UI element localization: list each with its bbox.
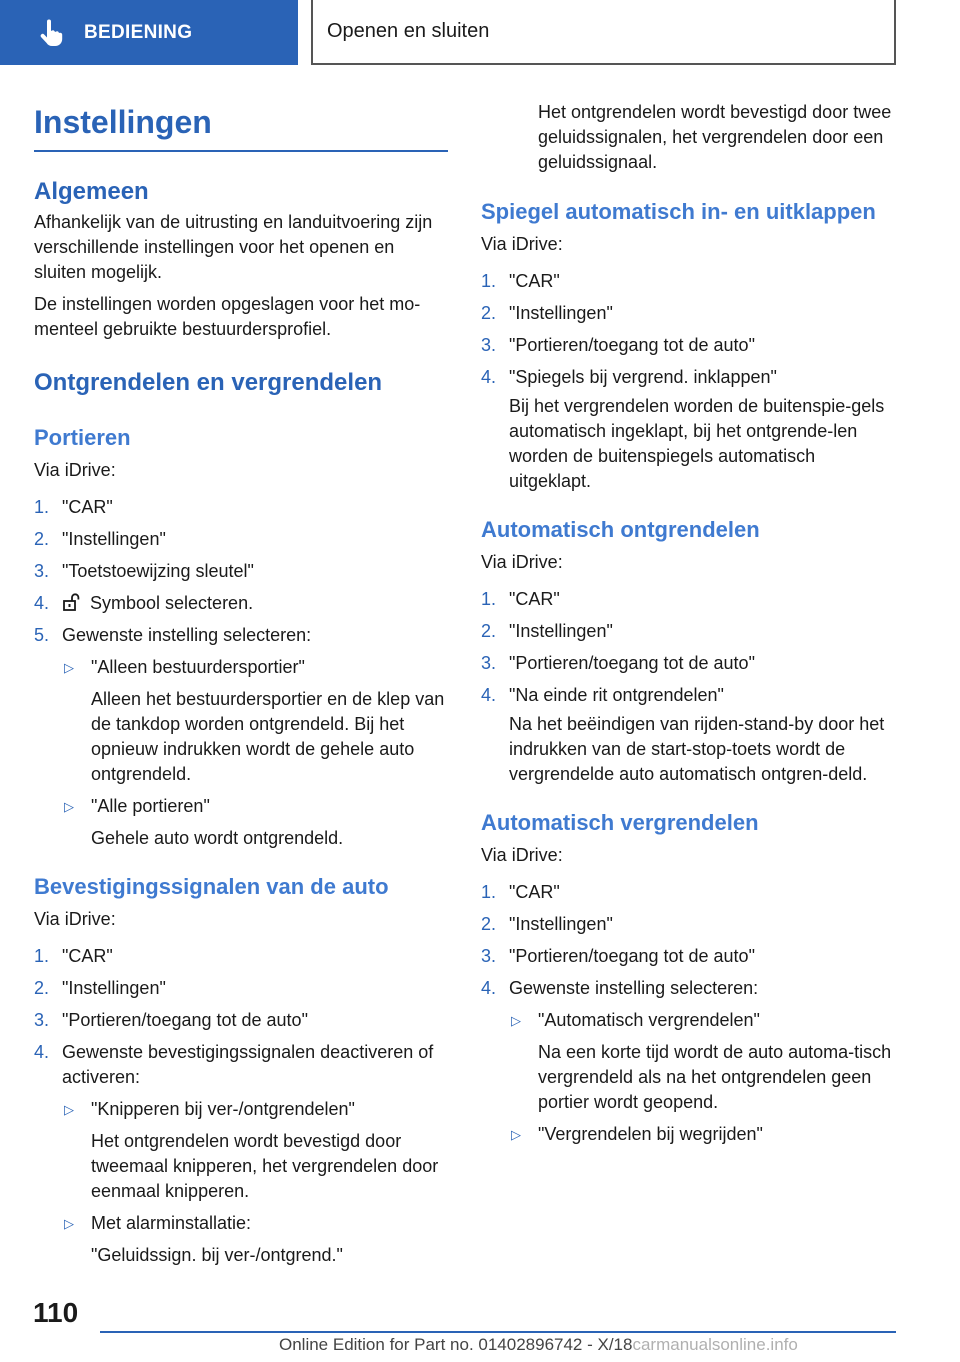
list-item: 4. Symbool selecteren. bbox=[34, 593, 254, 613]
heading-general: Algemeen bbox=[34, 178, 149, 205]
list-item: 1. "CAR" bbox=[481, 271, 560, 291]
title-divider bbox=[34, 150, 448, 152]
heading-auto-unlock: Automatisch ontgrendelen bbox=[481, 517, 760, 542]
hand-pointer-icon bbox=[38, 19, 64, 47]
section-tab bbox=[0, 0, 298, 65]
list-item: 4. "Spiegels bij vergrend. inklappen" Bij het vergrendelen worden de buitenspie‐gels automatisch ingeklapt, bij het ontgrende‐len worden de buitenspiegels automatisch uitgeklapt. bbox=[481, 367, 885, 491]
list-item: 2. "Instellingen" bbox=[481, 303, 613, 323]
footer-edition: Online Edition for Part no. 01402896742 - X/18carmanualsonline.info bbox=[279, 1335, 798, 1354]
list-item: 5. Gewenste instelling selecteren: ▷ "Alleen bestuurdersportier" Alleen het bestuurdersportier en de klep van de tankdop worden ontgrendeld. Bij het opnieuw indrukken wordt de gehele auto ontgrendeld. ▷ "Alle portieren" Gehele auto wordt ontgrendeld. bbox=[34, 623, 448, 851]
option-item: ▷ Met alarminstallatie: "Geluidssign. bij ver-/ontgrend." bbox=[64, 1213, 343, 1265]
doors-via: Via iDrive: bbox=[34, 460, 116, 480]
page-number: 110 bbox=[33, 1297, 79, 1328]
chapter-title: Openen en sluiten bbox=[311, 0, 896, 65]
heading-mirrors: Spiegel automatisch in- en uitklappen bbox=[481, 199, 876, 224]
list-item: 3. "Portieren/toegang tot de auto" bbox=[481, 653, 755, 673]
option-item: ▷ "Knipperen bij ver-/ontgrendelen" Het ontgrendelen wordt bevestigd door tweemaal knipperen, het vergrendelen door eenmaal knipperen. bbox=[64, 1099, 439, 1201]
left-column bbox=[34, 100, 448, 1275]
auto-unlock-steps bbox=[481, 587, 901, 787]
list-item: 4. "Na einde rit ontgrendelen" Na het beëindigen van rijden-stand-by door het indrukken van de start-stop-toets wordt de vergrendelde auto automatisch ontgren‐deld. bbox=[481, 685, 885, 784]
general-paragraph-2: De instellingen worden opgeslagen voor het mo‐menteel gebruikte bestuurdersprofiel. bbox=[34, 294, 421, 339]
list-item: 4. Gewenste instelling selecteren: ▷ "Automatisch vergrendelen" Na een korte tijd wordt de auto automa‐tisch vergrendeld als na het ontgrendelen geen portier wordt geopend. ▷ "Vergrendelen bij wegrijden" bbox=[481, 976, 901, 1147]
option-item: ▷ "Automatisch vergrendelen" Na een korte tijd wordt de auto automa‐tisch vergrendeld als na het ontgrendelen geen portier wordt geopend. bbox=[511, 1010, 892, 1112]
confirm-options bbox=[62, 1097, 448, 1268]
triangle-bullet-icon: ▷ bbox=[64, 660, 74, 675]
confirm-steps bbox=[34, 944, 448, 1268]
page-title: Instellingen bbox=[34, 104, 212, 140]
section-tab-label: BEDIENING bbox=[84, 21, 193, 43]
list-item: 4. Gewenste bevestigingssignalen deactiveren of activeren: ▷ "Knipperen bij ver-/ontgrendelen" Het ontgrendelen wordt bevestigd door tweemaal knipperen, het vergrendelen door eenmaal knipperen. ▷ Met alarminstallatie: "Geluidssign. bij ver-/ontgrend." bbox=[34, 1040, 448, 1268]
list-item: 2. "Instellingen" bbox=[481, 621, 613, 641]
option-item: ▷ "Alle portieren" Gehele auto wordt ontgrendeld. bbox=[64, 796, 344, 848]
right-column bbox=[481, 100, 901, 1154]
list-item: 2. "Instellingen" bbox=[34, 529, 166, 549]
watermark: carmanualsonline.info bbox=[632, 1335, 798, 1354]
heading-lock-unlock: Ontgrendelen en vergrendelen bbox=[34, 369, 383, 396]
triangle-bullet-icon: ▷ bbox=[511, 1127, 521, 1142]
confirm-via: Via iDrive: bbox=[34, 909, 116, 929]
list-item: 3. "Portieren/toegang tot de auto" bbox=[481, 946, 755, 966]
triangle-bullet-icon: ▷ bbox=[511, 1013, 521, 1028]
doors-steps bbox=[34, 495, 448, 851]
auto-lock-options bbox=[509, 1008, 901, 1147]
list-item: 1. "CAR" bbox=[481, 882, 560, 902]
list-item: 1. "CAR" bbox=[34, 946, 113, 966]
list-item: 2. "Instellingen" bbox=[34, 978, 166, 998]
option-item: ▷ "Alleen bestuurdersportier" Alleen het bestuurdersportier en de klep van de tankdop worden ontgrendeld. Bij het opnieuw indrukken wordt de gehele auto ontgrendeld. bbox=[64, 657, 445, 784]
unlock-icon bbox=[62, 592, 82, 612]
auto-lock-via: Via iDrive: bbox=[481, 845, 563, 865]
list-item: 3. "Portieren/toegang tot de auto" bbox=[34, 1010, 308, 1030]
list-item: 2. "Instellingen" bbox=[481, 914, 613, 934]
list-item: 3. "Toetstoewijzing sleutel" bbox=[34, 561, 254, 581]
triangle-bullet-icon: ▷ bbox=[64, 1216, 74, 1231]
list-item: 1. "CAR" bbox=[481, 589, 560, 609]
mirrors-steps bbox=[481, 269, 901, 494]
mirrors-via: Via iDrive: bbox=[481, 234, 563, 254]
doors-options bbox=[62, 655, 448, 851]
general-paragraph-1: Afhankelijk van de uitrusting en landuitvoering zijn verschillende instellingen voor het openen en sluiten mogelijk. bbox=[34, 212, 433, 282]
list-item: 1. "CAR" bbox=[34, 497, 113, 517]
continued-paragraph: Het ontgrendelen wordt bevestigd door twee geluidssignalen, het vergrendelen door een geluidssignaal. bbox=[538, 102, 892, 172]
triangle-bullet-icon: ▷ bbox=[64, 799, 74, 814]
auto-lock-steps bbox=[481, 880, 901, 1147]
footer-divider bbox=[100, 1331, 896, 1333]
heading-doors: Portieren bbox=[34, 425, 131, 450]
heading-auto-lock: Automatisch vergrendelen bbox=[481, 810, 759, 835]
heading-confirm-signals: Bevestigingssignalen van de auto bbox=[34, 874, 389, 899]
auto-unlock-via: Via iDrive: bbox=[481, 552, 563, 572]
option-item: ▷ "Vergrendelen bij wegrijden" bbox=[509, 1122, 901, 1147]
list-item: 3. "Portieren/toegang tot de auto" bbox=[481, 335, 755, 355]
triangle-bullet-icon: ▷ bbox=[64, 1102, 74, 1117]
